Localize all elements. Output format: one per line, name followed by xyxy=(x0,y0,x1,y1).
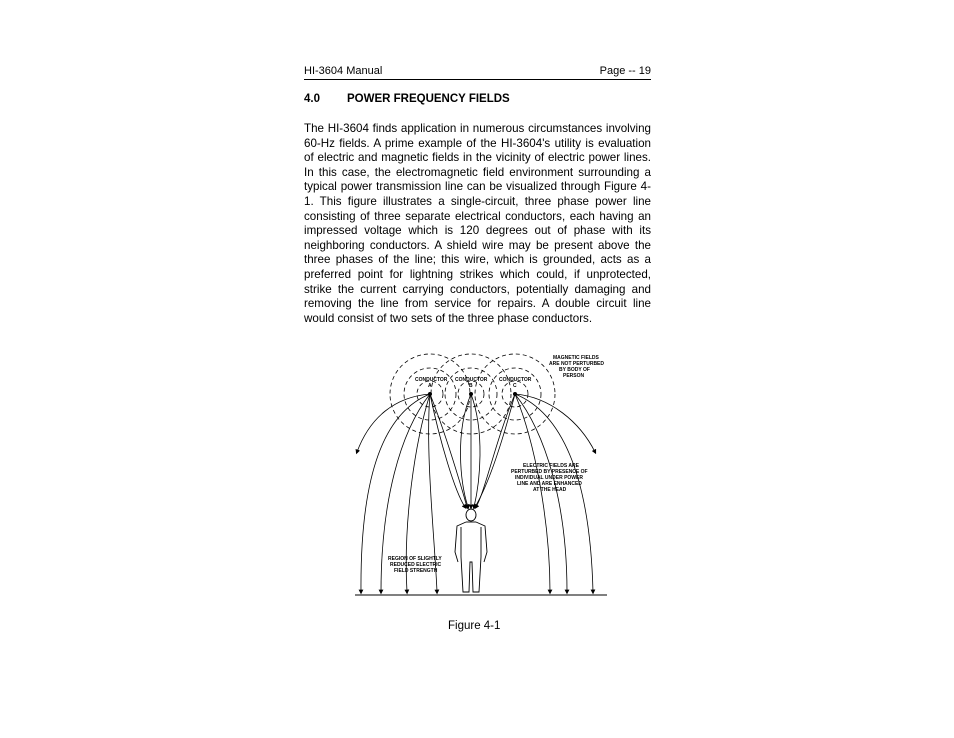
svg-text:PERSON: PERSON xyxy=(563,373,585,379)
magnetic-field-note xyxy=(549,355,604,379)
section-number: 4.0 xyxy=(304,93,320,105)
conductor-a-label: CONDUCTOR xyxy=(415,377,448,383)
conductor-c-label: CONDUCTOR xyxy=(499,377,532,383)
svg-text:FIELD STRENGTH: FIELD STRENGTH xyxy=(394,568,438,574)
electric-field-note xyxy=(511,463,588,493)
svg-text:ARE NOT PERTURBED: ARE NOT PERTURBED xyxy=(549,361,605,367)
figure-caption: Figure 4-1 xyxy=(448,620,501,632)
person-figure xyxy=(455,509,487,592)
section-title: POWER FREQUENCY FIELDS xyxy=(347,93,510,105)
svg-text:REDUCED ELECTRIC: REDUCED ELECTRIC xyxy=(390,562,442,568)
conductor-a-phase: A xyxy=(428,383,432,389)
conductor-c-phase: C xyxy=(513,383,517,389)
page-header xyxy=(304,64,651,80)
region-note xyxy=(388,556,442,574)
field-diagram xyxy=(345,352,615,602)
svg-text:BY BODY OF: BY BODY OF xyxy=(559,367,590,373)
section-heading xyxy=(304,93,510,105)
svg-text:ELECTRIC FIELDS ARE: ELECTRIC FIELDS ARE xyxy=(523,463,579,469)
svg-text:MAGNETIC FIELDS: MAGNETIC FIELDS xyxy=(553,355,599,361)
svg-text:LINE AND ARE ENHANCED: LINE AND ARE ENHANCED xyxy=(517,481,582,487)
page-number: Page -- 19 xyxy=(599,65,651,77)
conductor-b-label: CONDUCTOR xyxy=(455,377,488,383)
svg-text:AT THE HEAD: AT THE HEAD xyxy=(533,487,567,493)
conductor-b-phase: B xyxy=(469,383,473,389)
svg-text:PERTURBED BY PRESENCE OF: PERTURBED BY PRESENCE OF xyxy=(511,469,588,475)
svg-text:REGION OF SLIGHTLY: REGION OF SLIGHTLY xyxy=(388,556,442,562)
manual-title: HI-3604 Manual xyxy=(304,65,383,77)
svg-text:INDIVIDUAL UNDER POWER: INDIVIDUAL UNDER POWER xyxy=(515,475,583,481)
body-paragraph: The HI-3604 finds application in numerous circumstances involving 60-Hz fields. A prime example of the HI-3604's utility is evaluation of electric and magnetic fields in the vicinity of electric power lines. In this case, the electromagnetic field environment surrounding a typical power transmission line can be visualized through Figure 4-1. This figure illustrates a single-circuit, three phase power line consisting of three separate electrical conductors, each having an impressed voltage which is 120 degrees out of phase with its neighboring conductors. A shield wire may be present above the three phases of the line; this wire, which is grounded, acts as a preferred point for lightning strikes which could, if unprotected, strike the current carrying conductors, potentially damaging and removing the line from service for repairs. A double circuit line would consist of two sets of the three phase conductors. xyxy=(304,122,651,325)
figure-power-line-fields xyxy=(345,352,615,602)
